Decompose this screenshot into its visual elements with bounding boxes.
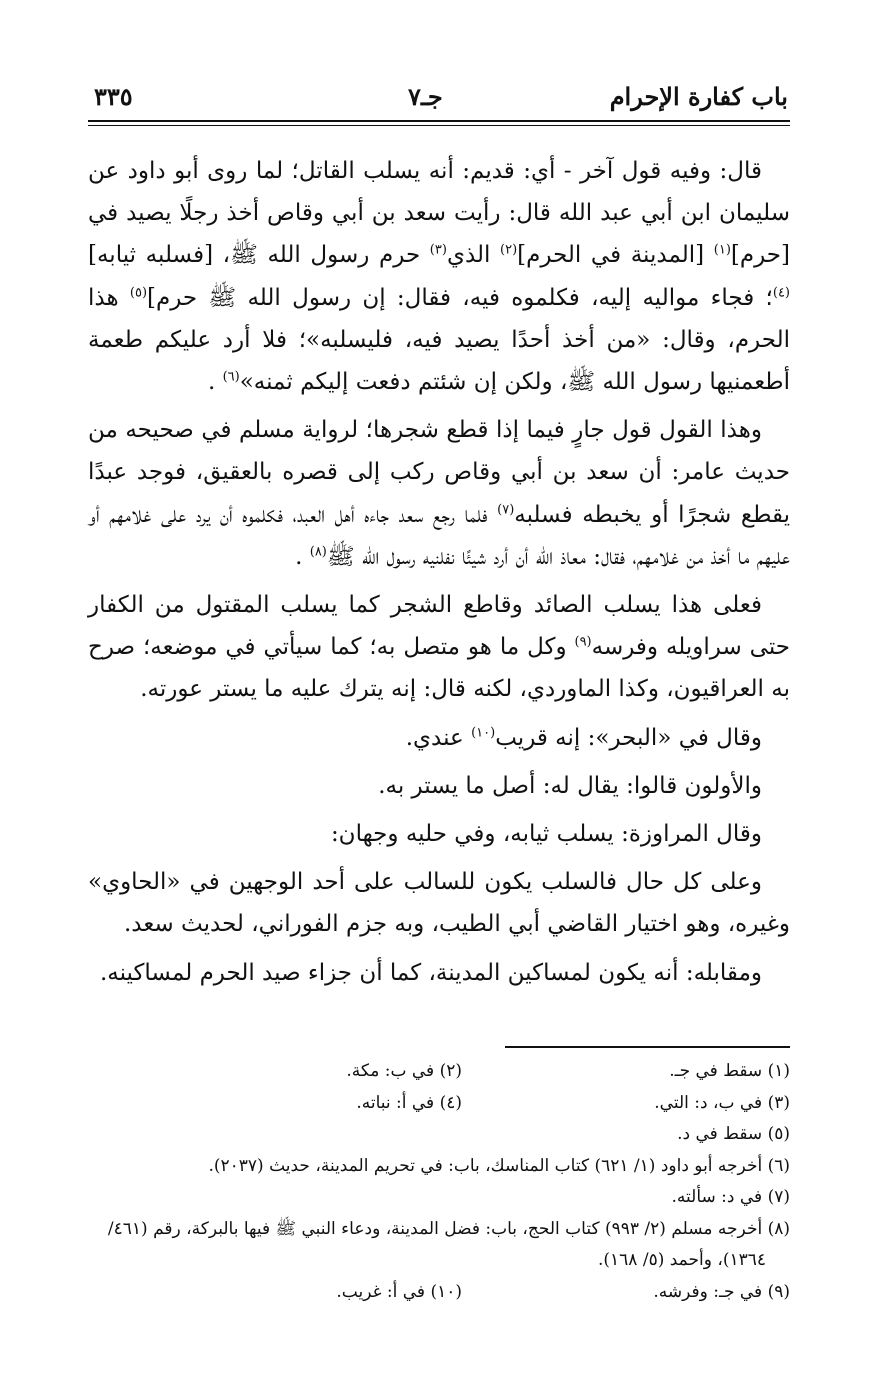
footnote-4: (٤) في أ: نباته. [356,1092,462,1113]
main-text [88,150,790,1000]
footnote-9: (٩) في جـ: وفرشه. [653,1281,790,1302]
footnotes [88,1056,790,1308]
paragraph-1: قال: وفيه قول آخر - أي: قديم: أنه يسلب القاتل؛ لما روى أبو داود عن سليمان ابن أبي عبد الله قال: رأيت سعد بن أبي وقاص أخذ رجلًا يصيد في [حرم]$^{(١)}$ [المدينة في الحرم]$^{(٢)}$ الذي$^{(٣)}$ حرم رسول الله ﷺ، [فسلبه ثيابه]$^{(٤)}$؛ فجاء مواليه إليه، فكلموه فيه، فقال: إن رسول الله ﷺ حرم]$^{(٥)}$ هذا الحرم، وقال: «من أخذ أحدًا يصيد فيه، فليسلبه»؛ فلا أرد عليكم طعمة أطعمنيها رسول الله ﷺ، ولكن إن شئتم دفعت إليكم ثمنه»$^{(٦)}$ . [88,158,790,396]
footnote-3: (٣) في ب، د: التي. [654,1092,790,1113]
footnote-2: (٢) في ب: مكة. [346,1061,462,1081]
footnote-mark-3: (٣) [429,242,447,258]
footnote-10: (١٠) في أ: غريب. [336,1281,462,1302]
footnote-mark-2: (٢) [500,242,518,258]
header-rule-thin [88,125,790,126]
footnote-rule [505,1046,790,1048]
running-header [88,82,788,118]
footnote-row [88,1088,790,1120]
footnote-mark-9: (٩) [574,634,592,650]
paragraph-8: ومقابله: أنه يكون لمساكين المدينة، كما أن جزاء صيد الحرم لمساكينه. [99,959,762,986]
header-rule-thick [88,120,790,122]
footnote-mark-1: (١) [713,242,731,258]
footnote-mark-4: (٤) [772,284,790,300]
paragraph-4: وقال في «البحر»: إنه قريب$^{(١٠)}$ عندي. [405,724,762,751]
paragraph-6: وقال المراوزة: يسلب ثيابه، وفي حليه وجهان: [330,821,762,848]
paragraph-5: والأولون قالوا: يقال له: أصل ما يستر به. [378,772,762,799]
footnote-mark-5: (٥) [129,284,148,300]
footnote-1: (١) سقط في جـ. [669,1061,790,1081]
footnote-5: (٥) سقط في د. [677,1124,790,1144]
paragraph-7: وعلى كل حال فالسلب يكون للسالب على أحد الوجهين في «الحاوي» وغيره، وهو اختيار القاضي أبي الطيب، وبه جزم الفوراني، لحديث سعد. [88,869,790,938]
footnote-mark-10: (١٠) [471,724,496,740]
paragraph-2: وهذا القول قول جارٍ فيما إذا قطع شجرها؛ لرواية مسلم في صحيحه من حديث عامر: أن سعد بن أبي وقاص ركب إلى قصره بالعقيق، فوجد عبدًا يقطع شجرًا أو يخبطه فسلبه$^{(٧)}$ فلما رجع سعد جاءه أهل العبد، فكلموه أن يرد على غلامهم أو عليهم ما أخذ من غلامهم، فقال: معاذ الله أن أرد شيئًا نفلنيه رسول الله ﷺ$^{(٨)}$ . [88,417,790,570]
chapter-title: باب كفارة الإحرام [609,82,788,111]
footnote-6: (٦) أخرجه أبو داود (١/ ٦٢١) كتاب المناسك، باب: في تحريم المدينة، حديث (٢٠٣٧). [208,1155,790,1176]
footnote-row [88,1277,790,1309]
page-number: ٣٣٥ [94,82,133,111]
footnote-7: (٧) في د: سألته. [671,1187,790,1207]
volume-label: جـ٧ [408,82,443,111]
footnote-row [88,1056,790,1088]
footnote-mark-7: (٧) [497,501,515,517]
footnote-mark-8: (٨) [309,544,327,560]
paragraph-3: فعلى هذا يسلب الصائد وقاطع الشجر كما يسلب المقتول من الكفار حتى سراويله وفرسه$^{(٩)}$ وكل ما هو متصل به؛ كما سيأتي في موضعه؛ صرح به العراقيون، وكذا الماوردي، لكنه قال: إنه يترك عليه ما يستر عورته. [88,592,791,703]
footnote-8: (٨) أخرجه مسلم (٢/ ٩٩٣) كتاب الحج، باب: فضل المدينة، ودعاء النبي ﷺ فيها بالبركة، رقم (٤٦١/ ١٣٦٤)، وأحمد (٥/ ١٦٨). [107,1218,790,1270]
footnote-mark-6: (٦) [222,369,240,385]
